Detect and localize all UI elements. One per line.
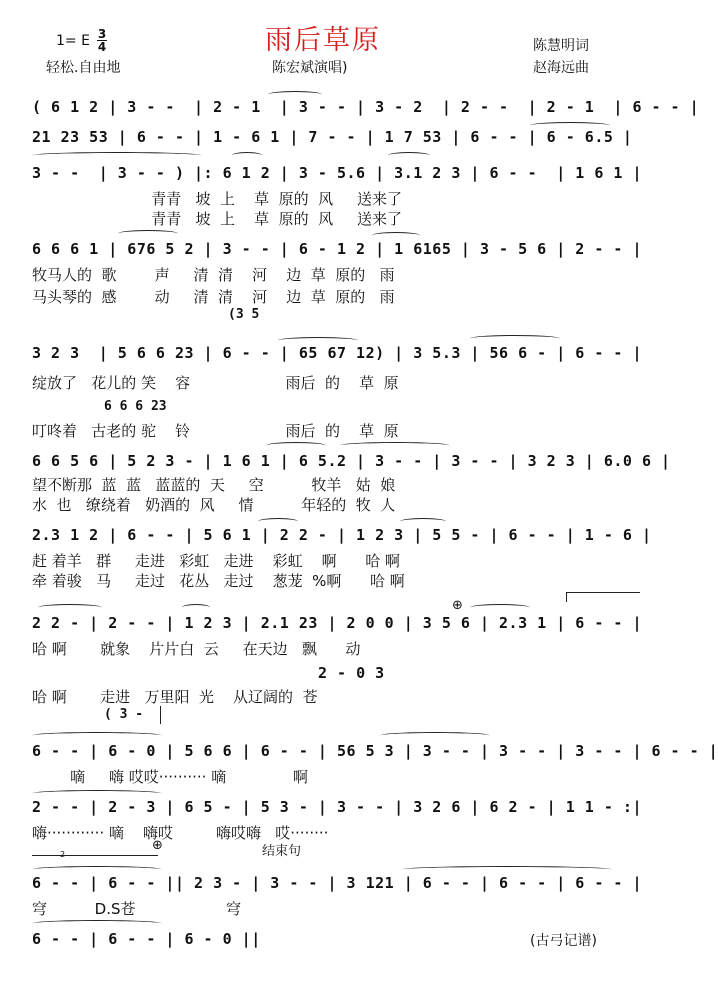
tie [258, 518, 298, 525]
coda-icon-2: ⊕ [152, 838, 163, 853]
lyric-line-6a: 望不断那 蓝 蓝 蓝蓝的 天 空 牧羊 姑 娘 [32, 476, 396, 494]
bar-line [160, 706, 161, 724]
tie [232, 152, 262, 159]
time-denominator: 4 [97, 40, 107, 54]
lyric-line-6b: 水 也 缭绕着 奶酒的 风 情 年轻的 牧 人 [32, 496, 396, 514]
time-signature [97, 28, 107, 53]
lyric-line-11: 嗨············ 嘀 嗨哎 嗨哎嗨 哎········ [32, 824, 329, 842]
tie [530, 122, 610, 129]
lyric-line-5a: 绽放了 花儿的 笑 容 雨后 的 草 原 [32, 374, 399, 392]
tie [182, 604, 210, 611]
notation-second-ending: 2 - 0 3 [318, 664, 385, 682]
key-signature [56, 33, 90, 49]
notation-line-7: 2.3 1 2 | 6 - - | 5 6 1 | 2 2 - | 1 2 3 | 5 5 - | 6 - - | 1 - 6 | [32, 526, 652, 544]
tie [470, 604, 530, 611]
lyric-line-5b: 叮咚着 古老的 驼 铃 雨后 的 草 原 [32, 422, 399, 440]
tie [402, 866, 612, 873]
tie [32, 732, 162, 739]
notation-line-12: 6 - - | 6 - - || 2 3 - | 3 - - | 3 121 | 6 - - | 6 - - | 6 - - | [32, 874, 642, 892]
notation-line-3: 3 - - | 3 - - ) |: 6 1 2 | 3 - 5.6 | 3.1 2 3 | 6 - - | 1 6 1 | [32, 164, 642, 182]
notation-line-11: 2 - - | 2 - 3 | 6 5 - | 5 3 - | 3 - - | 3 2 6 | 6 2 - | 1 1 - :| [32, 798, 642, 816]
notation-line-10: 6 - - | 6 - 0 | 5 6 6 | 6 - - | 56 5 3 | 3 - - | 3 - - | 3 - - | 6 - - | [32, 742, 718, 760]
tempo-marking: 轻松.自由地 [46, 60, 121, 76]
volta-bracket-2 [32, 855, 158, 856]
notation-line-5: 3 2 3 | 5 6 6 23 | 6 - - | 65 67 12) | 3 5.3 | 56 6 - | 6 - - | [32, 344, 642, 362]
notation-line-1: ( 6 1 2 | 3 - - | 2 - 1 | 3 - - | 3 - 2 | 2 - - | 2 - 1 | 6 - - | [32, 98, 700, 116]
lyricist: 陈慧明词 [533, 38, 589, 54]
grace-notes-2: ( 3 - [104, 707, 144, 722]
tie [118, 230, 178, 237]
time-numerator: 3 [97, 27, 107, 41]
tie [372, 232, 420, 239]
tie [32, 790, 162, 797]
tie [38, 604, 102, 611]
volta-bracket-line [566, 592, 640, 593]
notation-line-8: 2 2 - | 2 - - | 1 2 3 | 2.1 23 | 2 0 0 | 3 5 6 | 2.3 1 | 6 - - | [32, 614, 642, 632]
notation-line-4: 6 6 6 1 | 676 5 2 | 3 - - | 6 - 1 2 | 1 6165 | 3 - 5 6 | 2 - - | [32, 240, 642, 258]
tie [278, 337, 358, 344]
tie [32, 152, 202, 159]
tie [388, 152, 430, 159]
lyric-line-4b: 马头琴的 感 动 清 清 河 边 草 原的 雨 [32, 288, 395, 306]
volta-number: 2 [60, 850, 66, 859]
notation-line-13: 6 - - | 6 - - | 6 - 0 || [32, 930, 261, 948]
variant-notes: 6 6 6 23 [104, 399, 167, 414]
key-label: 1= E [56, 33, 90, 49]
tie [32, 920, 162, 927]
tie [266, 442, 326, 449]
coda-icon: ⊕ [452, 598, 463, 613]
tie [470, 335, 560, 342]
tie [32, 866, 162, 873]
tie [268, 91, 322, 98]
lyric-line-7a: 赶 着羊 群 走进 彩虹 走进 彩虹 啊 哈 啊 [32, 552, 401, 570]
volta-bracket [566, 592, 567, 602]
song-title: 雨后草原 [265, 25, 381, 56]
lyric-line-3a: 青青 坡 上 草 原的 风 送来了 [32, 190, 403, 208]
tie [380, 732, 490, 739]
lyric-line-4a: 牧马人的 歌 声 清 清 河 边 草 原的 雨 [32, 266, 395, 284]
lyric-line-12: 穹 D.S苍 穹 [32, 900, 242, 918]
singer: 陈宏斌演唱) [272, 60, 348, 76]
lyric-line-9: 哈 啊 走进 万里阳 光 从辽阔的 苍 [32, 688, 318, 706]
tie [340, 442, 450, 449]
lyric-line-10: 嘀 嗨 哎哎·········· 嘀 啊 [32, 768, 308, 786]
lyric-line-8: 哈 啊 就象 片片白 云 在天边 飘 动 [32, 640, 361, 658]
notation-line-2: 21 23 53 | 6 - - | 1 - 6 1 | 7 - - | 1 7 53 | 6 - - | 6 - 6.5 | [32, 128, 633, 146]
ending-label: 结束句 [262, 844, 302, 859]
notation-line-6: 6 6 5 6 | 5 2 3 - | 1 6 1 | 6 5.2 | 3 - - | 3 - - | 3 2 3 | 6.0 6 | [32, 452, 671, 470]
grace-notes: (3 5 [228, 307, 260, 322]
lyric-line-3b: 青青 坡 上 草 原的 风 送来了 [32, 210, 403, 228]
composer: 赵海远曲 [533, 60, 589, 76]
transcriber-credit: (古弓记谱) [530, 933, 597, 949]
lyric-line-7b: 牵 着骏 马 走过 花丛 走过 葱茏 %啊 哈 啊 [32, 572, 405, 590]
tie [400, 518, 446, 525]
